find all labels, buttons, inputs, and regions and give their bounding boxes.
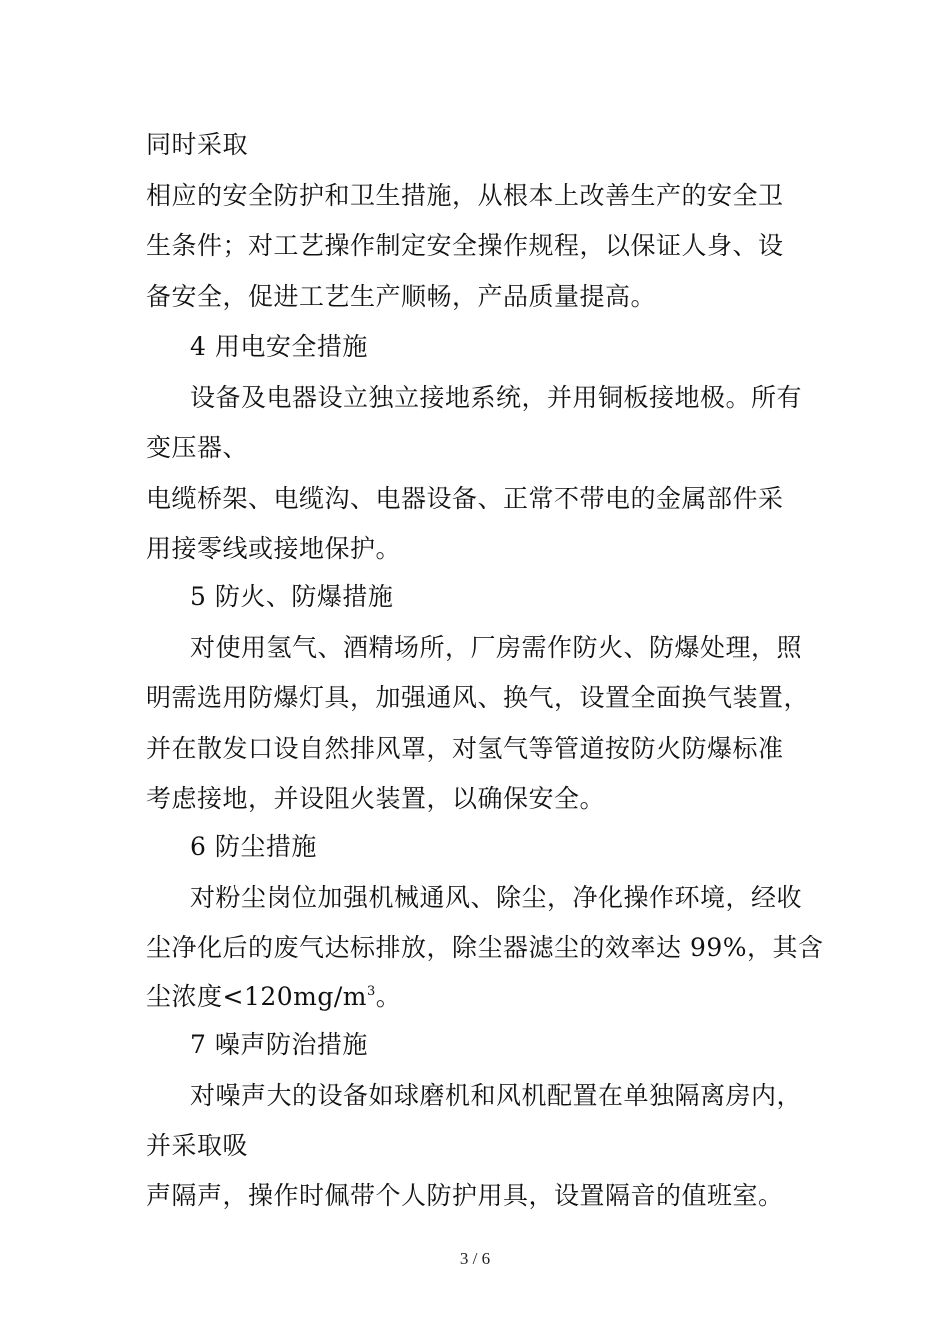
text-line: 变压器、 (146, 433, 249, 462)
text-line: 明需选用防爆灯具，加强通风、换气，设置全面换气装置， (146, 683, 810, 712)
text-line: 尘净化后的废气达标排放，除尘器滤尘的效率达 99%，其含 (146, 933, 824, 962)
text-line: 对噪声大的设备如球磨机和风机配置在单独隔离房内， (190, 1081, 803, 1110)
text-line: 对粉尘岗位加强机械通风、除尘，净化操作环境，经收 (190, 883, 803, 912)
superscript-3: 3 (367, 984, 376, 999)
text-line: 对使用氢气、酒精场所，厂房需作防火、防爆处理，照 (190, 633, 803, 662)
text-line: 用接零线或接地保护。 (146, 534, 402, 563)
text-line: 并在散发口设自然排风罩，对氢气等管道按防火防爆标准 (146, 734, 784, 763)
text-line: 同时采取 (146, 130, 249, 159)
text-line: 电缆桥架、电缆沟、电器设备、正常不带电的金属部件采 (146, 484, 784, 513)
text-line-dust-concentration (146, 982, 401, 1012)
text-line: 声隔声，操作时佩带个人防护用具，设置隔音的值班室。 (146, 1181, 784, 1210)
section-heading-fire-explosion: 5 防火、防爆措施 (190, 582, 394, 611)
text-line: 生条件；对工艺操作制定安全操作规程，以保证人身、设 (146, 231, 784, 260)
section-heading-noise-control: 7 噪声防治措施 (190, 1030, 368, 1059)
page-number: 3 / 6 (459, 1249, 491, 1268)
text-line: 考虑接地，并设阻火装置，以确保安全。 (146, 784, 606, 813)
section-heading-electrical-safety: 4 用电安全措施 (190, 332, 368, 361)
text-line: 相应的安全防护和卫生措施，从根本上改善生产的安全卫 (146, 181, 784, 210)
dust-line-suffix: 。 (375, 982, 402, 1011)
dust-line-prefix: 尘浓度<120mg/m (146, 982, 368, 1011)
text-line: 备安全，促进工艺生产顺畅，产品质量提高。 (146, 282, 657, 311)
text-line: 并采取吸 (146, 1131, 249, 1160)
text-line: 设备及电器设立独立接地系统，并用铜板接地极。所有 (190, 383, 803, 412)
section-heading-dust-prevention: 6 防尘措施 (190, 832, 317, 861)
